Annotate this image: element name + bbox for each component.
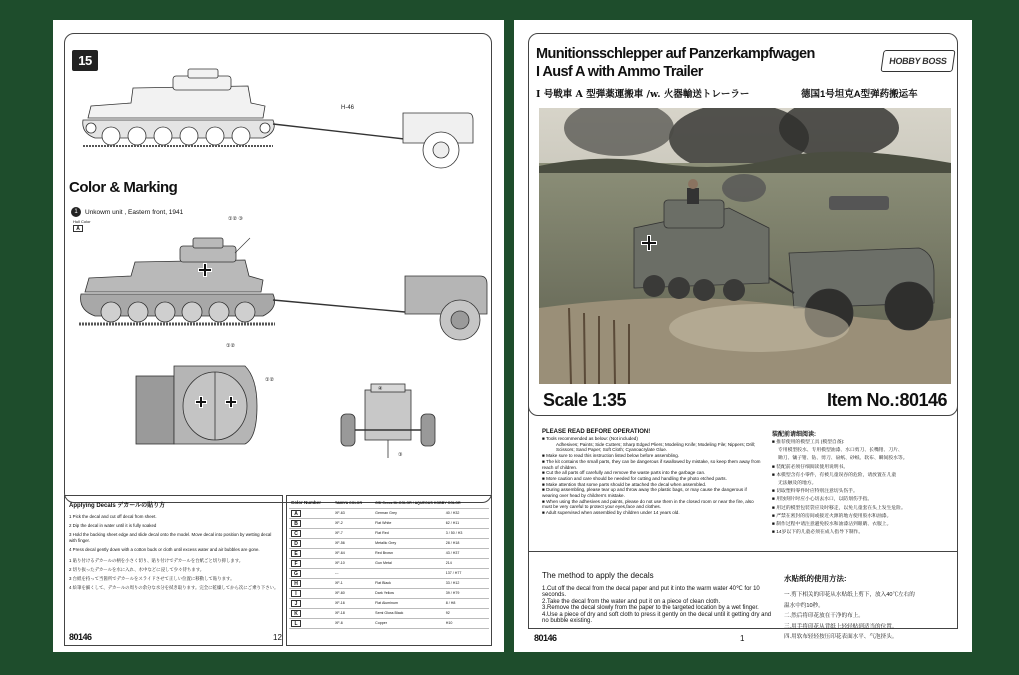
cn-method-steps bbox=[784, 590, 959, 643]
color-code: I bbox=[289, 588, 333, 598]
cn-warning-item: ■ 用过的模型包装袋应及时移走，以免儿童套在头上发生危险。 bbox=[772, 505, 906, 511]
color-table-row bbox=[289, 538, 489, 548]
color-table-header: Color Number bbox=[289, 498, 333, 508]
color-table-row bbox=[289, 578, 489, 588]
gsi-code: 39 / H79 bbox=[444, 588, 489, 598]
method-english bbox=[542, 571, 772, 624]
brand-logo bbox=[880, 50, 955, 72]
warning-item: ■ During assembling, please tear up and throw away the plastic bags, or may cause the dangerous if wearing over head by children's mistake. bbox=[542, 487, 747, 499]
color-name bbox=[373, 568, 444, 578]
tamiya-code: XF-64 bbox=[333, 548, 373, 558]
title-line-2: I Ausf A with Ammo Trailer bbox=[536, 64, 703, 80]
cn-warning-item: 专用模型胶水、专用模型油漆、水口剪刀、长嘴钳、刀片、 bbox=[778, 448, 903, 454]
applying-decals-steps bbox=[69, 514, 279, 591]
gsi-code: 28 / H18 bbox=[444, 538, 489, 548]
gsi-code: 92 bbox=[444, 608, 489, 618]
callout-trailer-top: ④ bbox=[378, 386, 383, 392]
color-table-row bbox=[289, 608, 489, 618]
left-footer-code: 80146 bbox=[69, 632, 92, 642]
warning-item: ■ Make attention that some parts should be attached the decal when assembled. bbox=[542, 481, 707, 487]
tamiya-code: XF-2 bbox=[333, 518, 373, 528]
box-art-image bbox=[539, 108, 951, 384]
color-table-row bbox=[289, 508, 489, 518]
tamiya-code: XF-60 bbox=[333, 588, 373, 598]
warning-item: ■ Adult supervised when assembled by children under 14 years old. bbox=[542, 510, 680, 516]
warning-item: ■ Cut the all parts off carefully and remove the waste parts into the garbage can. bbox=[542, 470, 706, 476]
cn-warning-item: ■ 14岁以下的儿童必须在成人指导下制作。 bbox=[772, 530, 864, 536]
callout-trailer-bottom: ③ bbox=[398, 452, 403, 458]
color-name: Copper bbox=[373, 618, 444, 628]
cn-warning-item: 锄刀、镶子钳、钻、剪刀、砏纸、砂纸、软布、瞬间胶水等。 bbox=[778, 456, 908, 462]
decal-step: 3 Hold the backing sheet edge and slide decal onto the model. Move decal into position by wetting decal with finger. bbox=[69, 532, 272, 543]
cn-method-step: 三.用手将印花从背纸上轻轻贴到适当的位置。 bbox=[784, 623, 898, 630]
gsi-code: 62 / H11 bbox=[444, 518, 489, 528]
color-name: Red Brown bbox=[373, 548, 444, 558]
color-table-row bbox=[289, 588, 489, 598]
cn-warning-item: ■ 装配前必须仔细阅读使用说明书。 bbox=[772, 464, 849, 470]
color-table-row bbox=[289, 598, 489, 608]
decal-step: 4 Press decal gently down with a cotton buds or cloth until excess water and air bubbles are gone. bbox=[69, 547, 260, 552]
color-name: Metallic Grey bbox=[373, 538, 444, 548]
tamiya-code: XF-10 bbox=[333, 558, 373, 568]
warning-list bbox=[542, 436, 762, 516]
method-step: 2.Take the decal from the water and put it on a piece of clean cloth. bbox=[542, 598, 721, 605]
decal-step: 1 Pick the decal and cut off decal from sheet. bbox=[69, 514, 157, 519]
cn-warning-item: ■ 制作过程中请注意避免胶水和油漆沾到眼睛、衣服上。 bbox=[772, 522, 892, 528]
brand-name: HOBBY BOSS bbox=[888, 56, 948, 66]
step-number-badge: 15 bbox=[72, 50, 98, 71]
color-name: German Grey bbox=[373, 508, 444, 518]
color-code: B bbox=[289, 518, 333, 528]
hull-color-swatch: A bbox=[73, 225, 83, 232]
color-name: Flat Black bbox=[373, 578, 444, 588]
gsi-code: H10 bbox=[444, 618, 489, 628]
gsi-code: 214 bbox=[444, 558, 489, 568]
color-name: Semi Gloss Black bbox=[373, 608, 444, 618]
warning-item: ■ When using the adhesives and paints, please do not use them in the closed room or near the fire, also must be very careful to protect your eyes,face and clothes. bbox=[542, 498, 754, 510]
marking-side-view-drawing bbox=[75, 228, 495, 346]
cn-method-title: 水贴纸的使用方法: bbox=[784, 574, 847, 583]
tamiya-code: XF-16 bbox=[333, 598, 373, 608]
warning-item: ■ More caution and care should be needed for cutting and handling the photo etched parts. bbox=[542, 475, 727, 481]
color-code: E bbox=[289, 548, 333, 558]
gsi-code: 8 / H8 bbox=[444, 598, 489, 608]
warning-item: ■ Make sure to read this instruction listed below before assembling. bbox=[542, 453, 680, 459]
top-side-view-drawing bbox=[73, 58, 493, 173]
method-step: 3.Remove the decal slowly from the paper to the targeted location by a wet finger. bbox=[542, 605, 759, 612]
color-table-header: GSI Creos Mr.COLOR / AQUEOUS HOBBY COLOR bbox=[373, 498, 489, 508]
tamiya-code: XF-1 bbox=[333, 578, 373, 588]
applying-decals-title: Applying Decals デカールの貼り方 bbox=[69, 503, 166, 509]
method-title: The method to apply the decals bbox=[542, 571, 654, 580]
applying-decals-section bbox=[69, 502, 279, 591]
gsi-code: 33 / H12 bbox=[444, 578, 489, 588]
color-code: G bbox=[289, 568, 333, 578]
color-name: Gun Metal bbox=[373, 558, 444, 568]
color-name: Flat Aluminum bbox=[373, 598, 444, 608]
color-code: J bbox=[289, 598, 333, 608]
warning-item: ■ Tools recommended as below: (Not included) bbox=[542, 436, 638, 441]
callout-rear-decals: ①② bbox=[226, 343, 235, 349]
color-name: Flat White bbox=[373, 518, 444, 528]
color-table-row bbox=[289, 528, 489, 538]
decal-step: 2 切り抜ったデカールを水に入れ、水中などに浸して少々待ちます。 bbox=[69, 567, 205, 572]
callout-side-decals: ①② ③ bbox=[228, 216, 243, 222]
method-step: 4.Use a piece of dry and soft cloth to press it gently on the decal until it getting dry and no bubble existing. bbox=[542, 611, 772, 625]
tamiya-code: XF-63 bbox=[333, 508, 373, 518]
tamiya-code: --- bbox=[333, 568, 373, 578]
color-code: C bbox=[289, 528, 333, 538]
scheme-text: Unkowm unit , Eastern front, 1941 bbox=[85, 208, 184, 216]
cn-warning-item: ■ 用蚀刻片时应小心切去水口，以防划伤手指。 bbox=[772, 497, 873, 503]
decal-step: 3 台紙を持って当箇所でデカールをスライドさせて正しい位置に移動して貼ります。 bbox=[69, 576, 235, 581]
tamiya-code: XF-6 bbox=[333, 618, 373, 628]
item-number-label: Item No.:80146 bbox=[827, 390, 948, 410]
gsi-code: 40 / H32 bbox=[444, 508, 489, 518]
cn-warning-list bbox=[772, 439, 952, 537]
decal-step: 2 Dip the decal in water until it is fully soaked bbox=[69, 523, 157, 528]
cn-warning-item: ■ 切取塑料零件时应特别注意切头伤手。 bbox=[772, 489, 858, 495]
decal-step: 1 貼り付けるデカールの柄を小さく切り、貼り付けでデカールを台紙ごと切り抑します。 bbox=[69, 558, 244, 563]
box-art-illustration bbox=[539, 108, 951, 384]
hull-color-label: Hull Color bbox=[73, 219, 91, 224]
color-code: D bbox=[289, 538, 333, 548]
cn-method-step: 四.用软布轻轻按压印花表面水平、气泡挤头。 bbox=[784, 634, 898, 640]
title-line-1: Munitionsschlepper auf Panzerkampfwagen bbox=[536, 46, 815, 62]
warning-item: Adhesives; Paints; Side Cutters; Sharp Edged Pliers; Modeling Knife; Modeling File; Nippers; Drill; Scissors; Sand Paper; Soft Cloth; Cyanoacrylate Glue. bbox=[556, 441, 756, 453]
color-code: H bbox=[289, 578, 333, 588]
color-code: A bbox=[289, 508, 333, 518]
color-table-row bbox=[289, 548, 489, 558]
color-table-row bbox=[289, 518, 489, 528]
left-instruction-page bbox=[53, 20, 504, 652]
title-japanese: I 号戦車 A 型弾薬運搬車 /w. 火器輸送トレーラー bbox=[536, 89, 750, 100]
title-chinese: 德国1号坦克A型弹药搬运车 bbox=[801, 89, 918, 100]
right-cover-page bbox=[514, 20, 972, 652]
color-name: Flat Red bbox=[373, 528, 444, 538]
color-table bbox=[289, 498, 489, 629]
tow-label: H-46 bbox=[341, 105, 355, 111]
cn-method-step: 一.剪下相关的印花从水贴纸上剪下，放入40℃左右的 bbox=[784, 592, 915, 598]
color-table-header: TAMIYA COLOR bbox=[333, 498, 373, 508]
color-table-row bbox=[289, 558, 489, 568]
gsi-code: 137 / H77 bbox=[444, 568, 489, 578]
tamiya-code: XF-18 bbox=[333, 608, 373, 618]
gsi-code: 3 / 50 / H3 bbox=[444, 528, 489, 538]
cn-warning-item: ■ 本模型含有小零件，有被儿童误吞的危险，请放置在儿童 bbox=[772, 472, 897, 478]
method-step: 1.Cut off the decal from the decal paper and put it into the warm water 40℃ for 10 seconds. bbox=[542, 586, 760, 599]
callout-side-small: ①② bbox=[265, 377, 274, 383]
cn-warning-title: 装配前请细阅读: bbox=[772, 432, 816, 438]
color-code: K bbox=[289, 608, 333, 618]
color-code: L bbox=[289, 618, 333, 628]
cn-method-step: 温水中约10秒。 bbox=[784, 602, 824, 609]
cn-warning-item: ■ 严禁在密封的房间或接近火源的地方使用胶水和油漆。 bbox=[772, 513, 892, 519]
gsi-code: 43 / H37 bbox=[444, 548, 489, 558]
method-steps bbox=[542, 586, 772, 624]
warnings-chinese bbox=[772, 429, 952, 537]
tamiya-code: XF-7 bbox=[333, 528, 373, 538]
color-name: Dark Yellow bbox=[373, 588, 444, 598]
left-page-number: 12 bbox=[273, 633, 282, 642]
trailer-rear-drawing bbox=[335, 378, 445, 468]
color-code: F bbox=[289, 558, 333, 568]
product-title bbox=[536, 45, 815, 81]
color-table-row bbox=[289, 618, 489, 628]
scale-label: Scale 1:35 bbox=[543, 390, 627, 410]
scheme-number: 1 bbox=[71, 207, 81, 217]
warning-title: PLEASE READ BEFORE OPERATION! bbox=[542, 429, 651, 435]
warnings-english bbox=[542, 429, 762, 516]
method-chinese bbox=[784, 573, 959, 643]
rear-hatch-drawing bbox=[133, 358, 263, 448]
section-title: Color & Marking bbox=[69, 179, 178, 196]
marking-scheme-label bbox=[71, 207, 183, 217]
right-page-number: 1 bbox=[740, 634, 745, 643]
color-table-row bbox=[289, 568, 489, 578]
cn-warning-item: ■ 推荐使用的模型工具 (模型自备): bbox=[772, 440, 845, 445]
tamiya-code: XF-56 bbox=[333, 538, 373, 548]
cn-warning-item: 无法触及的地方。 bbox=[778, 481, 817, 487]
warning-item: ■ The kit contains the small parts, they can be dangerous if swallowed by mistake, so keep them away from reach of children. bbox=[542, 458, 761, 470]
cn-method-step: 二.然后将印花放在干净的布上。 bbox=[784, 613, 864, 619]
right-footer-code: 80146 bbox=[534, 633, 557, 643]
decal-step: 4 絵筆を細くして、デカールの周りの余分な水分を拭き取ります。完全に乾燥してから次にご乗り下さい。 bbox=[69, 585, 279, 590]
